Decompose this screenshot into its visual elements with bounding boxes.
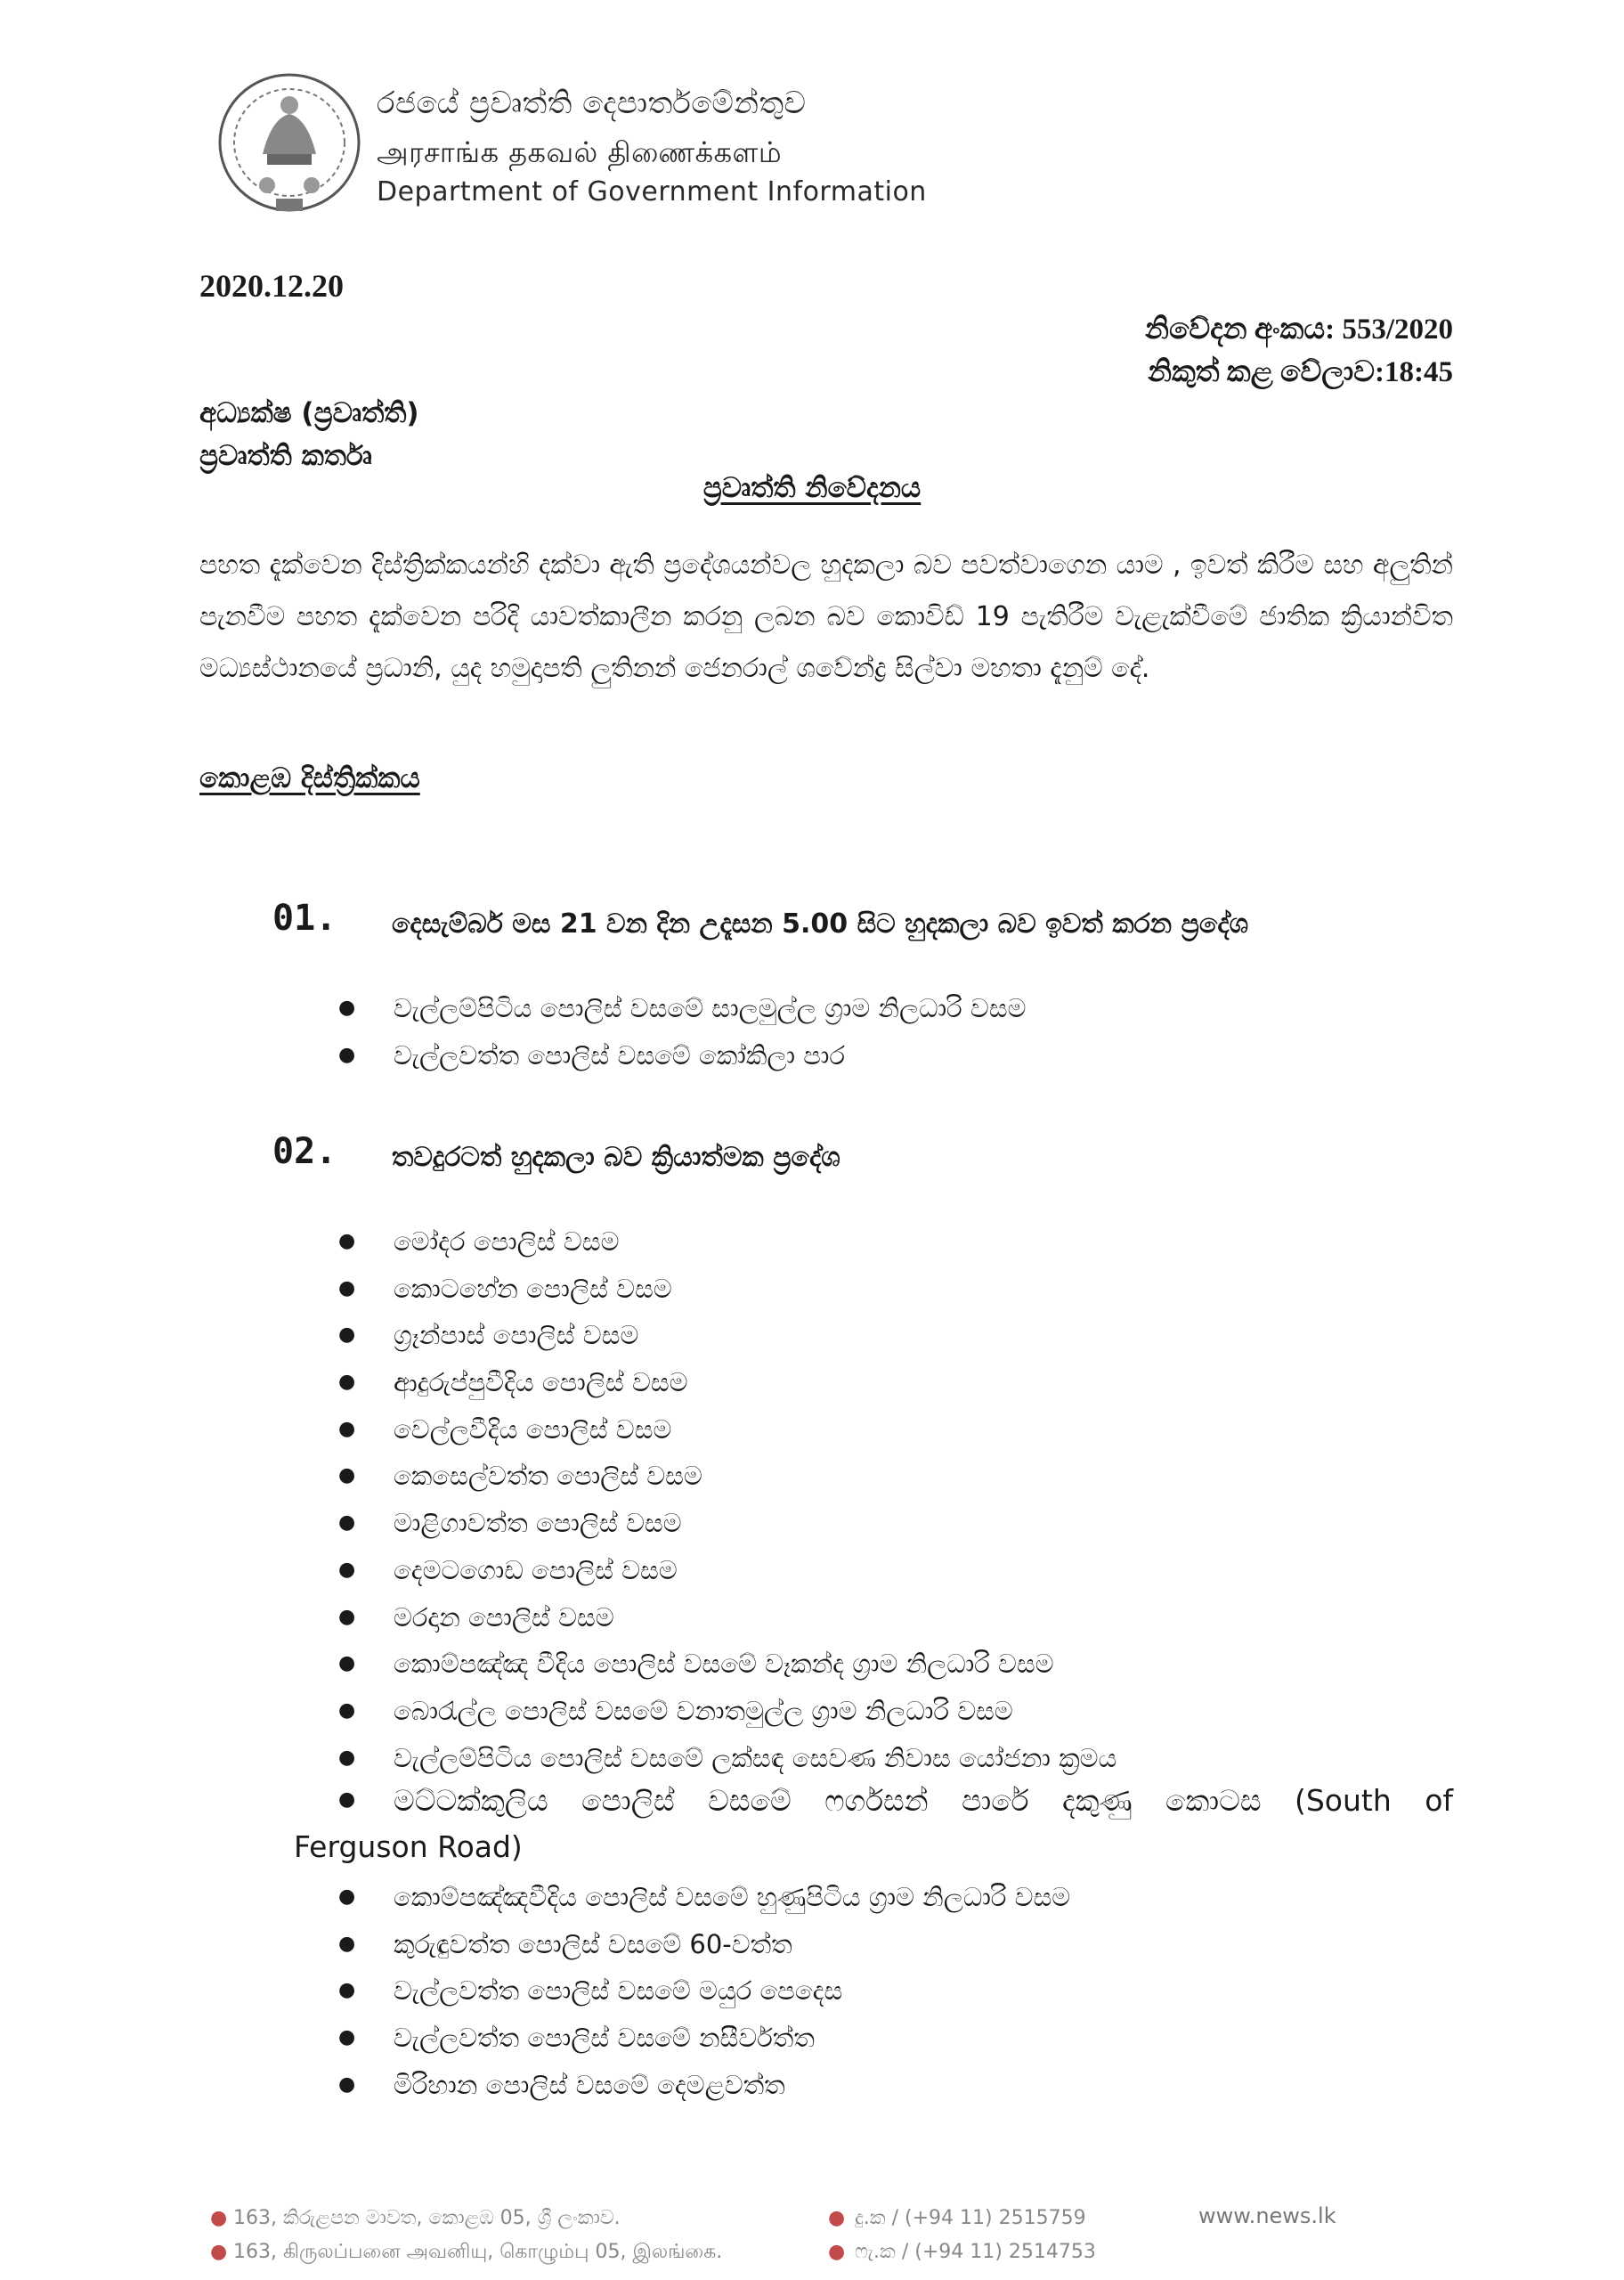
bullet-icon: ●	[338, 1652, 356, 1675]
section-2-number: 02.	[272, 1131, 337, 1172]
district-heading: කොළඹ දිස්ත්‍රික්කය	[199, 762, 420, 794]
section-1-title: දෙසැම්බර් මස 21 වන දින උදෑසන 5.00 සිට හුදකලා බව ඉවත් කරන ප්‍රදේශ	[392, 908, 1249, 940]
bullet-icon: ●	[338, 1979, 356, 2002]
footer-address-tamil: 163, கிருலப்பனை அவனியு, கொழும்பு 05, இலங்கை.	[233, 2241, 723, 2263]
fax-icon: ●	[828, 2241, 846, 2263]
bullet-icon: ●	[338, 1230, 356, 1252]
bullet-icon: ●	[338, 1276, 356, 1299]
bullet-icon: ●	[338, 997, 356, 1019]
issued-time: නිකුත් කළ වේලාව:18:45	[1148, 356, 1453, 388]
bullet-icon: ●	[338, 1746, 356, 1769]
footer-telephone: දු.ක / (+94 11) 2515759	[855, 2207, 1086, 2229]
bullet-icon: ●	[338, 1788, 356, 1811]
bullet-icon: ●	[338, 1323, 356, 1347]
bullet-icon: ●	[338, 2026, 356, 2049]
bullet-icon: ●	[338, 2072, 356, 2096]
bullet-icon: ●	[338, 1605, 356, 1628]
bullet-icon: ●	[210, 2207, 228, 2229]
bullet-icon: ●	[338, 1371, 356, 1394]
footer-website[interactable]: www.news.lk	[1198, 2203, 1336, 2228]
letterhead-tamil: அரசாங்க தகவல் திணைக்களம்	[377, 135, 783, 169]
government-emblem-icon	[214, 69, 365, 221]
notice-number: නිවේදන අංකය: 553/2020	[1145, 314, 1453, 346]
bullet-icon: ●	[338, 1885, 356, 1908]
list-item-wrapped-continuation: Ferguson Road)	[294, 1829, 523, 1864]
from-editor: ප්‍රවෘත්ති කර්තෘ	[199, 440, 372, 472]
list-item-wrapped: මට්ටක්කුලිය පොලිස් වසමේ ෆර්ගසන් පාරේ දකුණු කොටස (South of	[394, 1783, 1453, 1818]
bullet-icon: ●	[338, 1558, 356, 1581]
bullet-icon: ●	[338, 1932, 356, 1955]
subject-text: ප්‍රවෘත්ති නිවේදනය	[702, 472, 922, 504]
section-2-title: තවදුරටත් හුදකලා බව ක්‍රියාත්මක ප්‍රදේශ	[392, 1142, 840, 1173]
section-1-number: 01.	[272, 898, 337, 939]
bullet-icon: ●	[338, 1464, 356, 1487]
from-director: අධ්‍යක්ෂ (ප්‍රවෘත්ති)	[199, 397, 419, 429]
bullet-icon: ●	[338, 1511, 356, 1535]
bullet-icon: ●	[338, 1417, 356, 1440]
bullet-icon: ●	[338, 1043, 356, 1066]
letterhead-english: Department of Government Information	[377, 176, 927, 208]
footer-fax: ෆැ.ක / (+94 11) 2514753	[855, 2241, 1096, 2263]
intro-paragraph: පහත දැක්වෙන දිස්ත්‍රික්කයන්හි දක්වා ඇති ප්‍රදේශයන්වල හුදකලා බව පවත්වාගෙන යාම , ඉවත් කිරීම සහ අලුතින් පැනවීම පහත දැක්වෙන පරිදි යාවත්කාලීන කරනු ලබන බව කොවිඩ් 19 පැතිරීම වැළැක්වීමේ ජාතික ක්‍රියාන්විත මධ්‍යස්ථානයේ ප්‍රධානි, යුද හමුදාපති ලුතිනන් ජෙනරාල් ශවේන්ද්‍ර සිල්වා මහතා දැනුම් දේ.	[199, 550, 1453, 684]
footer-address-sinhala: 163, කිරුළපන මාවත, කොළඹ 05, ශ්‍රී ලංකාව.	[233, 2207, 621, 2229]
date: 2020.12.20	[199, 268, 344, 304]
bullet-icon: ●	[210, 2241, 228, 2263]
phone-icon: ●	[828, 2207, 846, 2229]
letterhead-sinhala: රජයේ ප්‍රවෘත්ති දෙපාර්තමේන්තුව	[377, 86, 807, 121]
bullet-icon: ●	[338, 1698, 356, 1722]
subject-heading	[0, 472, 1624, 505]
